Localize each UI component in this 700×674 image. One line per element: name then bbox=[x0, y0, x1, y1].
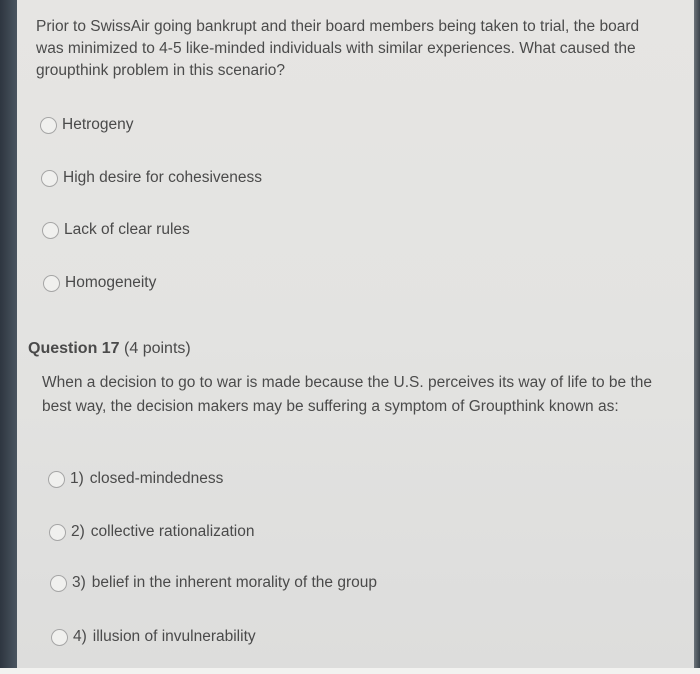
option-label: High desire for cohesiveness bbox=[63, 169, 263, 186]
radio-button-icon[interactable] bbox=[48, 471, 65, 488]
quiz-page bbox=[17, 0, 694, 668]
question-16-prompt: Prior to SwissAir going bankrupt and their board members being taken to trial, the board was minimized to 4-5 like-minded individuals with similar experiences. What caused the groupthink problem in this scenario? bbox=[36, 18, 640, 79]
q17-option-4[interactable] bbox=[51, 628, 256, 646]
option-number: 1) bbox=[70, 470, 84, 487]
option-label: collective rationalization bbox=[90, 523, 255, 540]
radio-button-icon[interactable] bbox=[50, 575, 67, 592]
q16-option-homogeneity[interactable] bbox=[43, 274, 156, 292]
q17-option-1[interactable] bbox=[48, 470, 223, 488]
question-title: Question 17 bbox=[28, 340, 120, 357]
q16-option-lack-of-clear-rules[interactable] bbox=[42, 221, 190, 239]
photo-frame-right bbox=[694, 0, 700, 674]
q17-option-3[interactable] bbox=[50, 574, 377, 592]
radio-button-icon[interactable] bbox=[41, 170, 58, 187]
photo-frame-left bbox=[0, 0, 17, 674]
question-17-heading bbox=[28, 340, 191, 358]
option-number: 4) bbox=[73, 628, 87, 645]
option-label: Homogeneity bbox=[65, 274, 157, 291]
option-label: belief in the inherent morality of the group bbox=[91, 574, 377, 591]
question-points: (4 points) bbox=[124, 340, 191, 357]
q16-option-hetrogeny[interactable] bbox=[40, 116, 134, 134]
option-label: illusion of invulnerability bbox=[92, 628, 256, 645]
radio-button-icon[interactable] bbox=[49, 524, 66, 541]
question-17-prompt: When a decision to go to war is made because the U.S. perceives its way of life to be the best way, the decision makers may be suffering a symptom of Groupthink known as: bbox=[42, 374, 652, 415]
radio-button-icon[interactable] bbox=[51, 629, 68, 646]
q17-option-2[interactable] bbox=[49, 523, 255, 541]
radio-button-icon[interactable] bbox=[42, 222, 59, 239]
radio-button-icon[interactable] bbox=[43, 275, 60, 292]
option-label: closed-mindedness bbox=[89, 470, 224, 487]
option-number: 3) bbox=[72, 574, 86, 591]
option-label: Lack of clear rules bbox=[64, 221, 190, 238]
photo-bottom-edge bbox=[0, 668, 700, 674]
q16-option-high-desire-for-cohesiveness[interactable] bbox=[41, 169, 262, 187]
option-label: Hetrogeny bbox=[62, 116, 134, 133]
radio-button-icon[interactable] bbox=[40, 117, 57, 134]
option-number: 2) bbox=[71, 523, 85, 540]
